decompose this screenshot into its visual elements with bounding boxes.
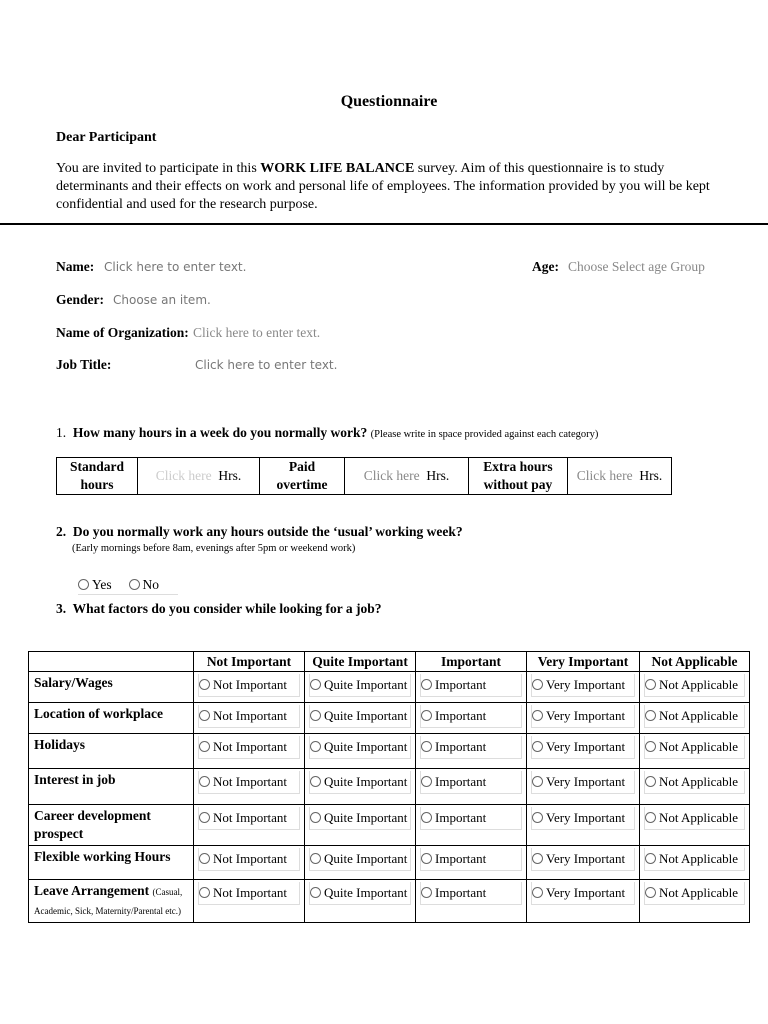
radio-icon[interactable]: [645, 812, 656, 823]
factor-option[interactable]: [420, 807, 522, 830]
factor-option[interactable]: [420, 736, 522, 759]
factor-option-label: Important: [435, 677, 487, 692]
intro-before: You are invited to participate in this: [56, 161, 261, 176]
q2-no-label: No: [142, 577, 160, 592]
factor-option-label: Very Important: [546, 885, 626, 900]
factor-option-label: Not Important: [213, 810, 288, 825]
factor-option[interactable]: [198, 882, 300, 905]
question-1: [56, 425, 598, 441]
factor-option-cell: [305, 672, 416, 703]
factor-option-label: Quite Important: [324, 774, 408, 789]
factor-option-cell: [194, 734, 305, 769]
factor-option-cell: [640, 846, 750, 880]
radio-icon[interactable]: [421, 776, 432, 787]
factor-option-label: Quite Important: [324, 739, 408, 754]
radio-icon[interactable]: [532, 853, 543, 864]
factor-option-cell: [640, 703, 750, 734]
radio-icon[interactable]: [310, 710, 321, 721]
question-3: [56, 601, 382, 617]
radio-icon[interactable]: [310, 776, 321, 787]
q2-text: Do you normally work any hours outside the ‘usual’ working week?: [72, 524, 463, 539]
radio-icon[interactable]: [421, 887, 432, 898]
radio-icon[interactable]: [421, 853, 432, 864]
intro-paragraph: [56, 160, 736, 214]
factor-option-cell: [640, 734, 750, 769]
paid-overtime-line2: overtime: [276, 477, 328, 492]
factor-option-cell: [640, 672, 750, 703]
factor-option-cell: [194, 769, 305, 805]
q1-number: 1.: [56, 425, 67, 440]
factor-option-cell: [305, 846, 416, 880]
factor-option-label: Important: [435, 739, 487, 754]
factor-option-cell: [527, 769, 640, 805]
radio-icon[interactable]: [645, 710, 656, 721]
factor-option[interactable]: [309, 848, 411, 871]
standard-hours-label: [57, 458, 138, 495]
radio-icon[interactable]: [645, 679, 656, 690]
factor-option-label: Not Applicable: [659, 851, 739, 866]
radio-icon[interactable]: [310, 679, 321, 690]
organization-label: Name of Organization:: [56, 325, 189, 340]
gender-label: Gender:: [56, 292, 104, 307]
factor-option-label: Not Applicable: [659, 810, 739, 825]
factor-option[interactable]: [309, 882, 411, 905]
standard-hours-unit: Hrs.: [218, 468, 242, 483]
q2-options: [78, 577, 178, 595]
factor-option[interactable]: [309, 736, 411, 759]
factor-option[interactable]: [644, 882, 745, 905]
question-2: [56, 524, 463, 540]
radio-icon[interactable]: [310, 887, 321, 898]
factor-option[interactable]: [531, 771, 635, 794]
factor-option-cell: [305, 769, 416, 805]
factor-option-cell: [527, 880, 640, 923]
paid-overtime-input[interactable]: Click here: [363, 468, 420, 483]
name-input[interactable]: Click here to enter text.: [104, 260, 247, 274]
factor-option-label: Not Important: [213, 885, 288, 900]
factor-option[interactable]: [531, 807, 635, 830]
page-title: Questionnaire: [340, 93, 438, 110]
factor-option-cell: [194, 805, 305, 846]
factor-option-cell: [194, 672, 305, 703]
q2-yes-label: Yes: [92, 577, 112, 592]
factor-option-label: Quite Important: [324, 810, 408, 825]
q2-yes-option[interactable]: [78, 577, 112, 592]
factor-option-label: Quite Important: [324, 677, 408, 692]
radio-icon[interactable]: [78, 579, 89, 590]
radio-icon[interactable]: [532, 812, 543, 823]
factor-option-cell: [416, 805, 527, 846]
factor-option-label: Not Important: [213, 851, 288, 866]
extra-hours-label: [469, 458, 568, 495]
q3-text: What factors do you consider while looking for a job?: [72, 601, 382, 616]
factor-label-text: Location of workplace: [34, 706, 163, 721]
gender-dropdown[interactable]: Choose an item.: [113, 293, 211, 307]
factor-option[interactable]: [420, 674, 522, 697]
job-title-label: Job Title:: [56, 357, 112, 372]
factor-option[interactable]: [531, 848, 635, 871]
hours-table: [56, 457, 672, 495]
extra-hours-line2: without pay: [483, 477, 553, 492]
factor-option[interactable]: [531, 882, 635, 905]
factor-option-label: Important: [435, 810, 487, 825]
factor-label: [29, 672, 194, 703]
radio-icon[interactable]: [421, 812, 432, 823]
factor-option-cell: [416, 846, 527, 880]
factor-option-cell: [305, 880, 416, 923]
factor-option-label: Very Important: [546, 739, 626, 754]
factor-option[interactable]: [309, 705, 411, 728]
paid-overtime-label: [260, 458, 345, 495]
factor-label-text: Flexible working Hours: [34, 849, 171, 864]
factor-label-text: Leave Arrangement: [34, 883, 150, 898]
factor-option-cell: [416, 672, 527, 703]
greeting: Dear Participant: [56, 130, 157, 145]
q1-text: How many hours in a week do you normally work?: [72, 425, 368, 440]
radio-icon[interactable]: [645, 741, 656, 752]
factor-option-label: Not Important: [213, 739, 288, 754]
factor-option-label: Not Important: [213, 774, 288, 789]
q2-note: (Early mornings before 8am, evenings after 5pm or weekend work): [72, 543, 356, 554]
factor-option-cell: [527, 846, 640, 880]
factor-option-label: Quite Important: [324, 708, 408, 723]
standard-hours-input[interactable]: Click here: [155, 468, 212, 483]
q1-note: (Please write in space provided against each category): [370, 429, 599, 440]
radio-icon[interactable]: [532, 887, 543, 898]
factor-option-label: Not Important: [213, 708, 288, 723]
radio-icon[interactable]: [532, 776, 543, 787]
factor-option[interactable]: [644, 771, 745, 794]
standard-hours-line2: hours: [80, 477, 114, 492]
column-header: Not Important: [194, 652, 305, 672]
factor-option[interactable]: [644, 736, 745, 759]
radio-icon[interactable]: [645, 887, 656, 898]
factor-label-text: Career development prospect: [34, 808, 151, 841]
factor-label-note: (Casual, Academic, Sick, Maternity/Parental etc.): [34, 887, 183, 916]
factor-option-label: Quite Important: [324, 885, 408, 900]
factor-row: [29, 672, 750, 703]
factor-option-label: Not Important: [213, 677, 288, 692]
factor-option[interactable]: [420, 882, 522, 905]
factor-option-label: Very Important: [546, 774, 626, 789]
factor-option-label: Not Applicable: [659, 739, 739, 754]
factor-option[interactable]: [531, 736, 635, 759]
factor-option[interactable]: [198, 705, 300, 728]
age-dropdown[interactable]: Choose Select age Group: [568, 259, 705, 274]
factor-label-text: Salary/Wages: [34, 675, 113, 690]
extra-hours-cell[interactable]: [568, 458, 672, 495]
radio-icon[interactable]: [645, 853, 656, 864]
factor-label: [29, 769, 194, 805]
paid-overtime-unit: Hrs.: [426, 468, 450, 483]
factor-option-label: Not Applicable: [659, 885, 739, 900]
radio-icon[interactable]: [199, 812, 210, 823]
radio-icon[interactable]: [199, 710, 210, 721]
radio-icon[interactable]: [199, 776, 210, 787]
factor-row: [29, 805, 750, 846]
standard-hours-line1: Standard: [69, 459, 125, 474]
radio-icon[interactable]: [199, 853, 210, 864]
age-label: Age:: [532, 259, 559, 274]
column-header: Very Important: [527, 652, 640, 672]
factor-option[interactable]: [531, 705, 635, 728]
factor-option-cell: [416, 703, 527, 734]
factor-option[interactable]: [309, 674, 411, 697]
factor-option[interactable]: [198, 736, 300, 759]
radio-icon[interactable]: [421, 741, 432, 752]
factor-label: [29, 805, 194, 846]
factor-row: [29, 703, 750, 734]
factors-table: [28, 651, 750, 923]
factor-option[interactable]: [644, 705, 745, 728]
factor-label: [29, 880, 194, 923]
factor-option[interactable]: [531, 674, 635, 697]
factor-option[interactable]: [644, 807, 745, 830]
column-header: Quite Important: [305, 652, 416, 672]
factor-option-cell: [640, 880, 750, 923]
factor-option[interactable]: [644, 848, 745, 871]
organization-input[interactable]: Click here to enter text.: [193, 325, 321, 340]
intro-bold: WORK LIFE BALANCE: [260, 161, 415, 176]
radio-icon[interactable]: [645, 776, 656, 787]
factor-option[interactable]: [420, 771, 522, 794]
standard-hours-cell[interactable]: [138, 458, 260, 495]
section-divider: [0, 223, 768, 225]
paid-overtime-line1: Paid: [288, 459, 316, 474]
factor-option-cell: [416, 769, 527, 805]
factor-option-label: Not Applicable: [659, 708, 739, 723]
factor-option-cell: [416, 880, 527, 923]
factor-option-cell: [527, 703, 640, 734]
column-header: Important: [416, 652, 527, 672]
q2-number: 2.: [56, 524, 67, 539]
factor-option-label: Important: [435, 851, 487, 866]
factor-option-cell: [416, 734, 527, 769]
factor-row: [29, 846, 750, 880]
factor-row: [29, 880, 750, 923]
radio-icon[interactable]: [199, 741, 210, 752]
factors-corner-cell: [29, 652, 194, 672]
factor-row: [29, 769, 750, 805]
factor-option-cell: [194, 846, 305, 880]
factor-option-cell: [305, 805, 416, 846]
factor-option-label: Quite Important: [324, 851, 408, 866]
factor-option-label: Very Important: [546, 677, 626, 692]
extra-hours-line1: Extra hours: [483, 459, 553, 474]
factor-option[interactable]: [644, 674, 745, 697]
factor-option-label: Not Applicable: [659, 677, 739, 692]
factor-option[interactable]: [309, 771, 411, 794]
factor-option-label: Very Important: [546, 851, 626, 866]
q2-no-option[interactable]: [129, 577, 160, 592]
radio-icon[interactable]: [532, 710, 543, 721]
factor-option[interactable]: [198, 807, 300, 830]
factor-option[interactable]: [198, 848, 300, 871]
column-header: Not Applicable: [640, 652, 750, 672]
factor-option-label: Important: [435, 708, 487, 723]
radio-icon[interactable]: [532, 741, 543, 752]
factor-option[interactable]: [198, 674, 300, 697]
factors-header-row: [29, 652, 750, 672]
q3-number: 3.: [56, 601, 67, 616]
factor-option[interactable]: [198, 771, 300, 794]
radio-icon[interactable]: [421, 710, 432, 721]
extra-hours-unit: Hrs.: [639, 468, 663, 483]
factor-label: [29, 703, 194, 734]
factor-option-cell: [640, 769, 750, 805]
factor-option-label: Important: [435, 885, 487, 900]
radio-icon[interactable]: [310, 853, 321, 864]
factor-label-text: Holidays: [34, 737, 86, 752]
factor-option-cell: [527, 672, 640, 703]
paid-overtime-cell[interactable]: [345, 458, 469, 495]
radio-icon[interactable]: [199, 679, 210, 690]
factor-option-cell: [640, 805, 750, 846]
factor-option-cell: [527, 734, 640, 769]
factor-option-label: Not Applicable: [659, 774, 739, 789]
factor-label: [29, 846, 194, 880]
name-label: Name:: [56, 259, 95, 274]
factor-option[interactable]: [420, 848, 522, 871]
radio-icon[interactable]: [532, 679, 543, 690]
factor-row: [29, 734, 750, 769]
factor-option-label: Very Important: [546, 708, 626, 723]
radio-icon[interactable]: [310, 741, 321, 752]
radio-icon[interactable]: [310, 812, 321, 823]
factor-option-label: Very Important: [546, 810, 626, 825]
factor-option-cell: [194, 880, 305, 923]
extra-hours-input[interactable]: Click here: [576, 468, 633, 483]
factor-option[interactable]: [309, 807, 411, 830]
radio-icon[interactable]: [129, 579, 140, 590]
job-title-input[interactable]: Click here to enter text.: [195, 358, 338, 372]
radio-icon[interactable]: [421, 679, 432, 690]
factor-option-cell: [305, 703, 416, 734]
intro-after: survey. Aim of this questionnaire is to study determinants and their effects on work and personal life of employees. The information provided by you will be kept confidential and used for the research purpose.: [56, 161, 710, 212]
factor-label-text: Interest in job: [34, 772, 116, 787]
factor-option-cell: [305, 734, 416, 769]
factor-option-cell: [527, 805, 640, 846]
factor-label: [29, 734, 194, 769]
factor-option-cell: [194, 703, 305, 734]
radio-icon[interactable]: [199, 887, 210, 898]
factor-option[interactable]: [420, 705, 522, 728]
factor-option-label: Important: [435, 774, 487, 789]
